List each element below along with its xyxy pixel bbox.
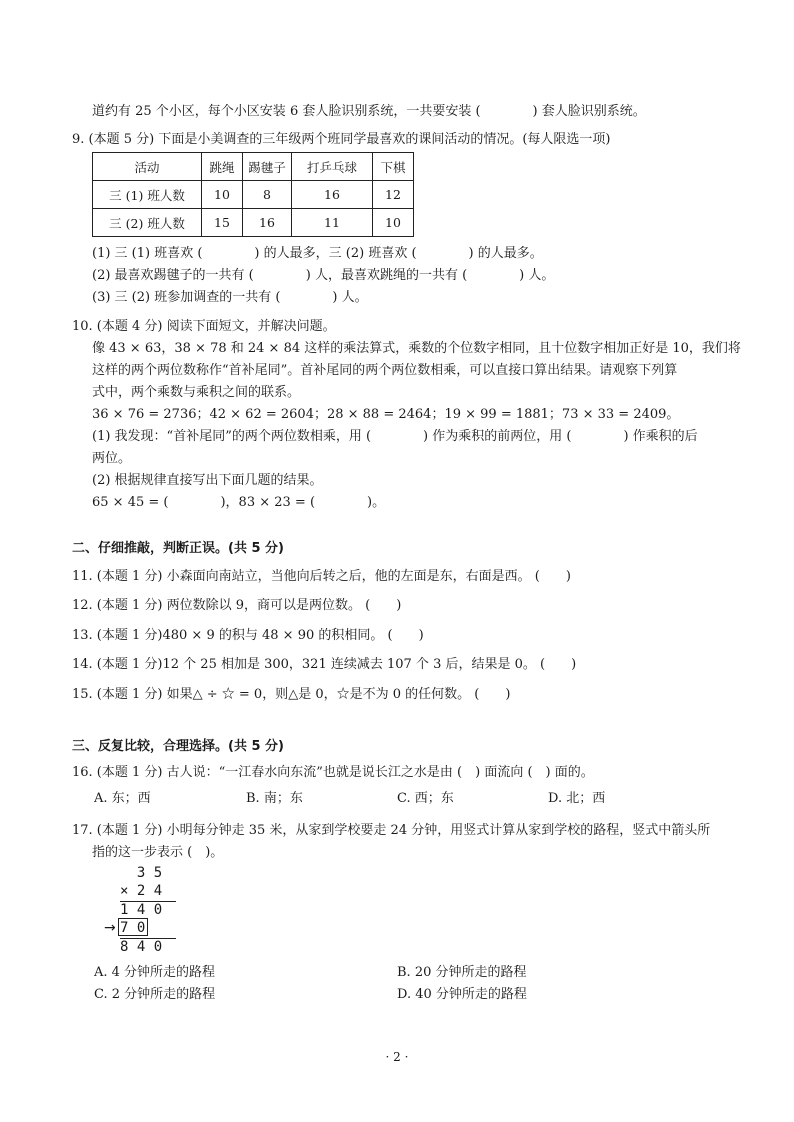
table-cell: 8 [243,181,292,209]
table-cell: 12 [373,181,414,209]
judge-item: 11. (本题 1 分) 小森面向南站立，当他向后转之后，他的左面是东，右面是西。 ( ) [72,569,571,584]
table-header-cell: 下棋 [373,153,414,181]
q17-stem-cont: 指的这一步表示 ( )。 [92,845,224,860]
right-arrow-icon: → [104,920,116,936]
judge-item: 13. (本题 1 分)480 × 9 的积与 48 × 90 的积相同。 ( ) [72,628,424,643]
table-header-cell: 踢毽子 [243,153,292,181]
q16-option-c: C. 西；东 [397,791,454,806]
q10-equations: 36 × 76 = 2736；42 × 62 = 2604；28 × 88 = 2464；19 × 99 = 1881；73 × 33 = 2409。 [92,407,680,422]
q17-option-d: D. 40 分钟所走的路程 [397,987,527,1002]
q10-paragraph-line: 式中，两个乘数与乘积之间的联系。 [92,385,301,400]
table-row [93,181,414,209]
q9-sub2: (2) 最喜欢踢毽子的一共有 ( ) 人，最喜欢跳绳的一共有 ( ) 人。 [92,268,555,283]
judge-item: 12. (本题 1 分) 两位数除以 9，商可以是两位数。 ( ) [72,598,402,613]
q16-stem: 16. (本题 1 分) 古人说：“一江春水向东流”也就是说长江之水是由 ( ) 面流向 ( ) 面的。 [72,765,594,780]
q9-sub1: (1) 三 (1) 班喜欢 ( ) 的人最多，三 (2) 班喜欢 ( ) 的人最多。 [92,246,543,261]
q10-sub1-cont: 两位。 [92,451,132,466]
table-cell: 10 [202,181,243,209]
survey-table [92,152,414,237]
table-cell: 15 [202,209,243,237]
vertical-row-multiplier: × 2 4 [120,883,163,899]
table-header-cell: 活动 [93,153,202,181]
table-cell: 三 (1) 班人数 [93,181,202,209]
q17-option-c: C. 2 分钟所走的路程 [94,987,216,1002]
q16-option-b: B. 南；东 [246,791,303,806]
vertical-row-partial-2: 7 0 [120,920,163,936]
page-number: · 2 · [385,1050,409,1064]
q10-stem: 10. (本题 4 分) 阅读下面短文，并解决问题。 [72,319,336,334]
table-header-cell: 打乒乓球 [292,153,373,181]
section2-title: 二、仔细推敲，判断正误。(共 5 分) [72,541,284,556]
vertical-row-product: 8 4 0 [120,939,163,955]
table-cell: 11 [292,209,373,237]
q10-sub2-equations: 65 × 45 = ( )，83 × 23 = ( )。 [92,495,386,510]
q10-paragraph-line: 这样的两个两位数称作“首补尾同”。首补尾同的两个两位数相乘，可以直接口算出结果。请观察下列算 [92,363,678,378]
q9-stem: 9. (本题 5 分) 下面是小美调查的三年级两个班同学最喜欢的课间活动的情况。(每人限选一项) [72,132,611,147]
judge-item: 14. (本题 1 分)12 个 25 相加是 300，321 连续减去 107 个 3 后，结果是 0。 ( ) [72,657,577,672]
judge-item: 15. (本题 1 分) 如果△ ÷ ☆ = 0，则△是 0，☆是不为 0 的任何数。 ( ) [72,687,511,702]
table-cell: 16 [243,209,292,237]
q9-sub3: (3) 三 (2) 班参加调查的一共有 ( ) 人。 [92,290,368,305]
q16-option-d: D. 北；西 [548,791,606,806]
table-header-cell: 跳绳 [202,153,243,181]
table-cell: 16 [292,181,373,209]
table-row [93,209,414,237]
table-cell: 三 (2) 班人数 [93,209,202,237]
table-cell: 10 [373,209,414,237]
q10-sub2: (2) 根据规律直接写出下面几题的结果。 [92,473,323,488]
q8-tail-line: 道约有 25 个小区，每个小区安装 6 套人脸识别系统，一共要安装 ( ) 套人脸识别系统。 [92,104,646,119]
q16-option-a: A. 东；西 [94,791,151,806]
q10-paragraph-line: 像 43 × 63，38 × 78 和 24 × 84 这样的乘法算式，乘数的个位数字相同，且十位数字相加正好是 10，我们将 [92,341,741,356]
vertical-row-multiplicand: 3 5 [120,865,163,881]
q17-stem: 17. (本题 1 分) 小明每分钟走 35 米，从家到学校要走 24 分钟，用竖式计算从家到学校的路程，竖式中箭头所 [72,823,711,838]
q10-sub1: (1) 我发现：“首补尾同”的两个两位数相乘，用 ( ) 作为乘积的前两位，用 ( ) 作乘积的后 [92,429,698,444]
table-header-row [93,153,414,181]
q17-option-a: A. 4 分钟所走的路程 [94,965,216,980]
section3-title: 三、反复比较，合理选择。(共 5 分) [72,739,284,754]
vertical-row-partial-1: 1 4 0 [120,902,163,918]
q17-option-b: B. 20 分钟所走的路程 [397,965,527,980]
